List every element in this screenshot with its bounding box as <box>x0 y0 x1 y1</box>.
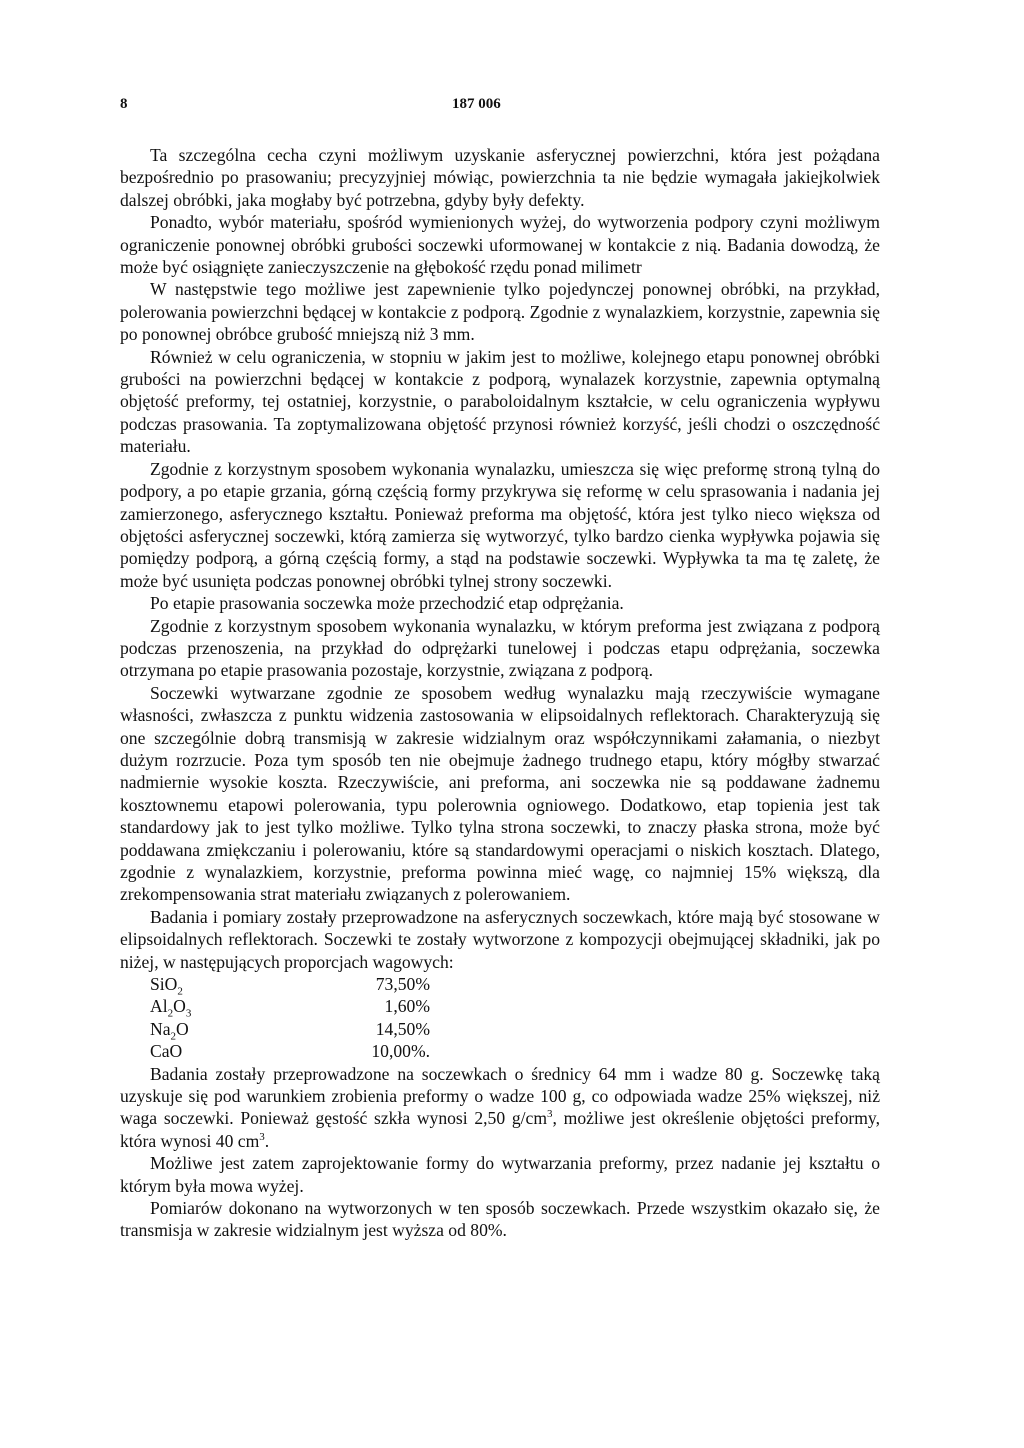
paragraph: Również w celu ograniczenia, w stopniu w jakim jest to możliwe, kolejnego etapu ponownej obróbki grubości na powierzchni będącej w kontakcie z podporą, wynalazek korzystnie, zapewnia optymalną objętość preformy, tej ostatniej, korzystnie, o paraboloidalnym kształcie, w celu ograniczenia wypływu podczas prasowania. Ta zoptymalizowana objętość przynosi również korzyść, jeśli chodzi o oszczędność materiału. <box>120 346 880 457</box>
paragraph: Zgodnie z korzystnym sposobem wykonania wynalazku, w którym preforma jest związana z podporą podczas przenoszenia, na przykład do odprężarki tunelowej i podczas etapu odprężania, soczewka otrzymana po etapie prasowania pozostaje, korzystnie, związana z podporą. <box>120 615 880 681</box>
paragraph: W następstwie tego możliwe jest zapewnienie tylko pojedynczej ponownej obróbki, na przykład, polerowania powierzchni będącej w kontakcie z podporą. Zgodnie z wynalazkiem, korzystnie, zapewnia się po ponownej obróbce grubość mniejszą niż 3 mm. <box>120 279 880 345</box>
component-amount: 1,60% <box>384 996 430 1017</box>
paragraph: Możliwe jest zatem zaprojektowanie formy do wytwarzania preformy, przez nadanie jej kształtu o którym była mowa wyżej. <box>120 1153 880 1196</box>
document-body <box>120 144 880 1242</box>
page-number: 8 <box>120 96 128 112</box>
paragraph: Zgodnie z korzystnym sposobem wykonania wynalazku, umieszcza się więc preformę stroną tylną do podpory, a po etapie grzania, górną częścią formy przykrywa się reformę w celu sprasowania i nadania jej zamierzonego, asferycznego kształtu. Ponieważ preforma ma objętość, która jest tylko nieco większa od objętości asferycznej soczewki, którą zamierza się wytworzyć, tylko bardzo cienka wypływka pojawia się pomiędzy podporą, a górną częścią formy, a stąd na podstawie soczewki. Wypływka ta ma tę zaletę, że może być usunięta podczas ponownej obróbki tylnej strony soczewki. <box>120 458 880 591</box>
paragraph: Pomiarów dokonano na wytworzonych w ten sposób soczewkach. Przede wszystkim okazało się, że transmisja w zakresie widzialnym jest wyższa od 80%. <box>120 1198 880 1241</box>
component-amount: 10,00%. <box>371 1041 430 1062</box>
paragraph: Soczewki wytwarzane zgodnie ze sposobem według wynalazku mają rzeczywiście wymagane własności, zwłaszcza z punktu widzenia zastosowania w elipsoidalnych reflektorach. Charakteryzują się one szczególnie dobrą transmisją w zakresie widzialnym oraz współczynnikami załamania, o niezbyt dużym rozrzucie. Poza tym sposób ten nie obejmuje żadnego trudnego etapu, który mógłby stwarzać nadmiernie wysokie koszta. Rzeczywiście, ani preforma, ani soczewka nie są poddawane żadnemu kosztownemu etapowi polerowania, typu polerownia ogniowego. Dodatkowo, etap topienia jest tak standardowy jak to jest tylko możliwe. Tylko tylna strona soczewki, to znaczy płaska strona, może być poddawana zmiękczaniu i polerowaniu, które są standardowymi operacjami o niskich kosztach. Dlatego, zgodnie z wynalazkiem, korzystnie, preforma powinna mieć wagę, co najmniej 15% większą, dla zrekompensowania strat materiału związanych z polerowaniem. <box>120 682 880 905</box>
paragraph: Badania zostały przeprowadzone na soczewkach o średnicy 64 mm i wadze 80 g. Soczewkę taką uzyskuje się pod warunkiem zrobienia preformy o wadze 100 g, co odpowiada wadze 25% większej, niż waga soczewki. Ponieważ gęstość szkła wynosi 2,50 $g/cm^3$, możliwe jest określenie objętości preformy, która wynosi 40 $cm^3$. <box>120 1063 880 1151</box>
patent-number: 187 006 <box>452 96 501 112</box>
composition-row <box>150 973 880 998</box>
paragraph: Badania i pomiary zostały przeprowadzone na asferycznych soczewkach, które mają być stosowane w elipsoidalnych reflektorach. Soczewki te zostały wytworzone z kompozycji obejmującej składniki, jak po niżej, w następujących proporcjach wagowych: <box>120 906 880 972</box>
paragraph: Ponadto, wybór materiału, spośród wymienionych wyżej, do wytworzenia podpory czyni możliwym ograniczenie ponownej obróbki grubości soczewki uformowanej w kontakcie z nią. Badania dowodzą, że może być osiągnięte zanieczyszczenie na głębokość rzędu ponad milimetr <box>120 212 880 278</box>
component-formula: $Na_2O$ <box>150 1018 189 1043</box>
paragraph: Po etapie prasowania soczewka może przechodzić etap odprężania. <box>150 593 624 614</box>
component-amount: 14,50% <box>375 1018 430 1039</box>
composition-row <box>150 1018 880 1043</box>
composition-list <box>150 973 880 1063</box>
composition-row <box>150 995 880 1020</box>
composition-row <box>150 1040 880 1062</box>
component-formula: $Al_2O_3$ <box>150 996 192 1020</box>
page-header <box>120 96 904 118</box>
component-amount: 73,50% <box>375 974 430 995</box>
component-formula: SiO$_2$ <box>150 974 183 998</box>
paragraph: Ta szczególna cecha czyni możliwym uzyskanie asferycznej powierzchni, która jest pożądana bezpośrednio po prasowaniu; precyzyjniej mówiąc, powierzchnia ta nie będzie wymagała jakiejkolwiek dalszej obróbki, jaka mogłaby być potrzebna, gdyby były defekty. <box>120 145 880 210</box>
component-formula: CaO <box>150 1041 183 1062</box>
